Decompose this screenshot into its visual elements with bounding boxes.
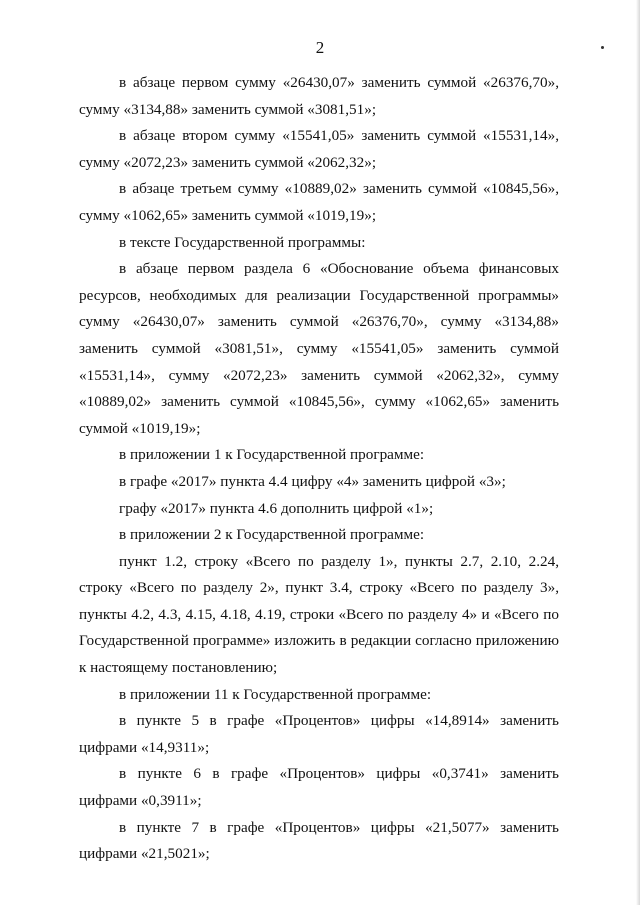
paragraph-appendix-11-item-6: в пункте 6 в графе «Процентов» цифры «0,3741» заменить цифрами «0,3911»; [79, 765, 559, 810]
document-body [79, 70, 559, 868]
paragraph-appendix-2-items: пункт 1.2, строку «Всего по разделу 1», пункты 2.7, 2.10, 2.24, строку «Всего по разделу 2», пункт 3.4, строку «Всего по разделу 3», пункты 4.2, 4.3, 4.15, 4.18, 4.19, строки «Всего по разделу 4» и «Всего по Государственной программе» изложить в редакции согласно приложению к настоящему постановлению; [79, 552, 559, 677]
paragraph-amendment-2: в абзаце втором сумму «15541,05» заменить суммой «15531,14», сумму «2072,23» заменить суммой «2062,32»; [79, 127, 559, 171]
paragraph-appendix-1-heading: в приложении 1 к Государственной программе: [119, 446, 425, 464]
paragraph-section-6-amendment: в абзаце первом раздела 6 «Обоснование объема финансовых ресурсов, необходимых для реализации Государственной программы» сумму «26430,07» заменить суммой «26376,70», сумму «3134,88» заменить суммой «3081,51», сумму «15541,05» заменить суммой «15531,14», сумму «2072,23» заменить суммой «2062,32», сумму «10889,02» заменить суммой «10845,56», сумму «1062,65» заменить суммой «1019,19»; [79, 260, 559, 437]
scan-speck [601, 46, 604, 49]
paragraph-program-text-heading: в тексте Государственной программы: [119, 233, 366, 251]
page-edge-shadow [636, 0, 640, 905]
paragraph-appendix-1-item-4-4: в графе «2017» пункта 4.4 цифру «4» заменить цифрой «3»; [119, 472, 506, 490]
paragraph-appendix-2-heading: в приложении 2 к Государственной программе: [119, 526, 425, 544]
paragraph-appendix-11-heading: в приложении 11 к Государственной программе: [119, 685, 432, 703]
paragraph-amendment-3: в абзаце третьем сумму «10889,02» заменить суммой «10845,56», сумму «1062,65» заменить суммой «1019,19»; [79, 180, 559, 224]
page-number: 2 [315, 38, 325, 57]
paragraph-appendix-11-item-7: в пункте 7 в графе «Процентов» цифры «21,5077» заменить цифрами «21,5021»; [79, 818, 559, 863]
paragraph-amendment-1: в абзаце первом сумму «26430,07» заменить суммой «26376,70», сумму «3134,88» заменить суммой «3081,51»; [79, 74, 559, 118]
paragraph-appendix-1-item-4-6: графу «2017» пункта 4.6 дополнить цифрой «1»; [119, 499, 434, 517]
paragraph-appendix-11-item-5: в пункте 5 в графе «Процентов» цифры «14,8914» заменить цифрами «14,9311»; [79, 712, 559, 756]
